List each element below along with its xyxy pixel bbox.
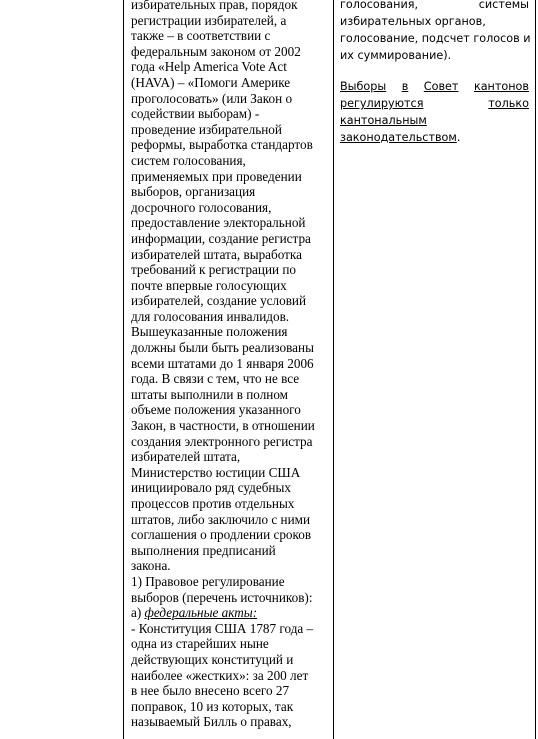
middle-text-line: должны были быть реализованы bbox=[131, 340, 314, 356]
middle-text-line: действующих конституций и bbox=[131, 651, 294, 667]
middle-text-line: инициировало ряд судебных bbox=[131, 480, 291, 496]
right-text: только bbox=[488, 97, 529, 110]
federal-acts-heading bbox=[131, 605, 325, 621]
right-text: кантонов bbox=[473, 80, 529, 93]
middle-text-line: досрочного голосования, bbox=[131, 199, 272, 215]
cantons-line-2 bbox=[340, 95, 529, 112]
middle-text-line: для голосования инвалидов. bbox=[131, 308, 290, 324]
middle-column-text bbox=[131, 0, 325, 730]
middle-text-line: наиболее «жестких»: за 200 лет bbox=[131, 667, 309, 683]
right-line-3: голосование, подсчет голосов и bbox=[340, 32, 531, 45]
middle-text-line: содействии выборам) - bbox=[131, 106, 260, 122]
table-border-right bbox=[535, 0, 536, 739]
middle-text-line: проведение избирательной bbox=[131, 121, 282, 137]
middle-text-line: федеральным законом от 2002 bbox=[131, 43, 301, 59]
right-text: регулируются bbox=[340, 97, 424, 110]
middle-text-line: штаты выполнили в полном bbox=[131, 386, 289, 402]
federal-acts-label: федеральные акты: bbox=[144, 605, 258, 621]
table-border-left bbox=[123, 0, 124, 739]
middle-text-line: проголосовать» (или Закон о bbox=[131, 90, 293, 106]
middle-text-line: избирателей штата, выработка bbox=[131, 246, 302, 262]
middle-text-line: предоставление электоральной bbox=[131, 215, 306, 231]
right-column-text bbox=[340, 0, 529, 146]
middle-text-line: штатов, либо заключило с ними bbox=[131, 511, 311, 527]
middle-text-line: создания электронного регистра bbox=[131, 433, 313, 449]
right-text: в bbox=[401, 80, 409, 93]
middle-text-line: поправок, 10 из которых, так bbox=[131, 698, 294, 714]
middle-text-line: информации, создание регистра bbox=[131, 230, 311, 246]
middle-text-line: процессов против отдельных bbox=[131, 496, 295, 511]
table-border-middle bbox=[333, 0, 334, 739]
middle-text-line: почте впервые голосующих bbox=[131, 277, 287, 293]
right-text: системы bbox=[478, 0, 529, 11]
middle-text-line: применяемых при проведении bbox=[131, 168, 302, 184]
right-text: . bbox=[456, 131, 461, 144]
right-line-1 bbox=[340, 0, 529, 13]
cantons-line-1 bbox=[340, 78, 529, 95]
middle-text-line: избирателей, создание условий bbox=[131, 293, 307, 309]
middle-text-line: всеми штатами до 1 января 2006 bbox=[131, 355, 314, 371]
right-line-4: их суммирование). bbox=[340, 49, 452, 62]
middle-text-line: требований к регистрации по bbox=[131, 262, 297, 278]
middle-text-line: 1) Правовое регулирование bbox=[131, 573, 285, 589]
middle-text-line: года «Help America Vote Act bbox=[131, 59, 287, 75]
middle-text-line: года. В связи с тем, что не все bbox=[131, 371, 300, 387]
right-text: кантональным bbox=[340, 114, 427, 127]
middle-text-line: в нее было внесено всего 27 bbox=[131, 683, 290, 699]
cantons-line-3 bbox=[340, 112, 529, 129]
middle-text-line: закона. bbox=[131, 558, 171, 574]
middle-text-line: - Конституция США 1787 года – bbox=[131, 620, 314, 636]
middle-text-line: Закон, в частности, в отношении bbox=[131, 418, 315, 434]
middle-text-line: Министерство юстиции США bbox=[131, 464, 301, 480]
middle-text-line: соглашения о продлении сроков bbox=[131, 527, 312, 543]
middle-text-line: реформы, выработка стандартов bbox=[131, 137, 313, 153]
middle-text-line: регистрации избирателей, а bbox=[131, 12, 287, 28]
right-text: голосования, bbox=[340, 0, 419, 11]
middle-text-line: избирательных прав, порядок bbox=[131, 0, 298, 12]
middle-text-line: называемый Билль о правах, bbox=[131, 714, 292, 730]
right-text: Выборы bbox=[340, 80, 387, 93]
federal-prefix: а) bbox=[131, 605, 145, 621]
right-line-2: избирательных органов, bbox=[340, 15, 486, 28]
middle-text-line: объеме положения указанного bbox=[131, 402, 301, 418]
middle-text-line: избирателей штата, bbox=[131, 449, 241, 465]
middle-text-line: систем голосования, bbox=[131, 152, 246, 168]
right-text: законодательством bbox=[340, 131, 457, 144]
middle-text-line: одна из старейших ныне bbox=[131, 636, 269, 652]
middle-text-line: выборов (перечень источников): bbox=[131, 589, 313, 605]
middle-text-line: выполнения предписаний bbox=[131, 542, 276, 558]
middle-text-line: (HAVA) – «Помоги Америке bbox=[131, 74, 291, 90]
right-text: Совет bbox=[423, 80, 459, 93]
middle-text-line: выборов, организация bbox=[131, 184, 256, 200]
middle-text-line: также – в соответствии с bbox=[131, 28, 271, 44]
middle-text-line: Вышеуказанные положения bbox=[131, 324, 288, 340]
cantons-line-4 bbox=[340, 129, 529, 146]
